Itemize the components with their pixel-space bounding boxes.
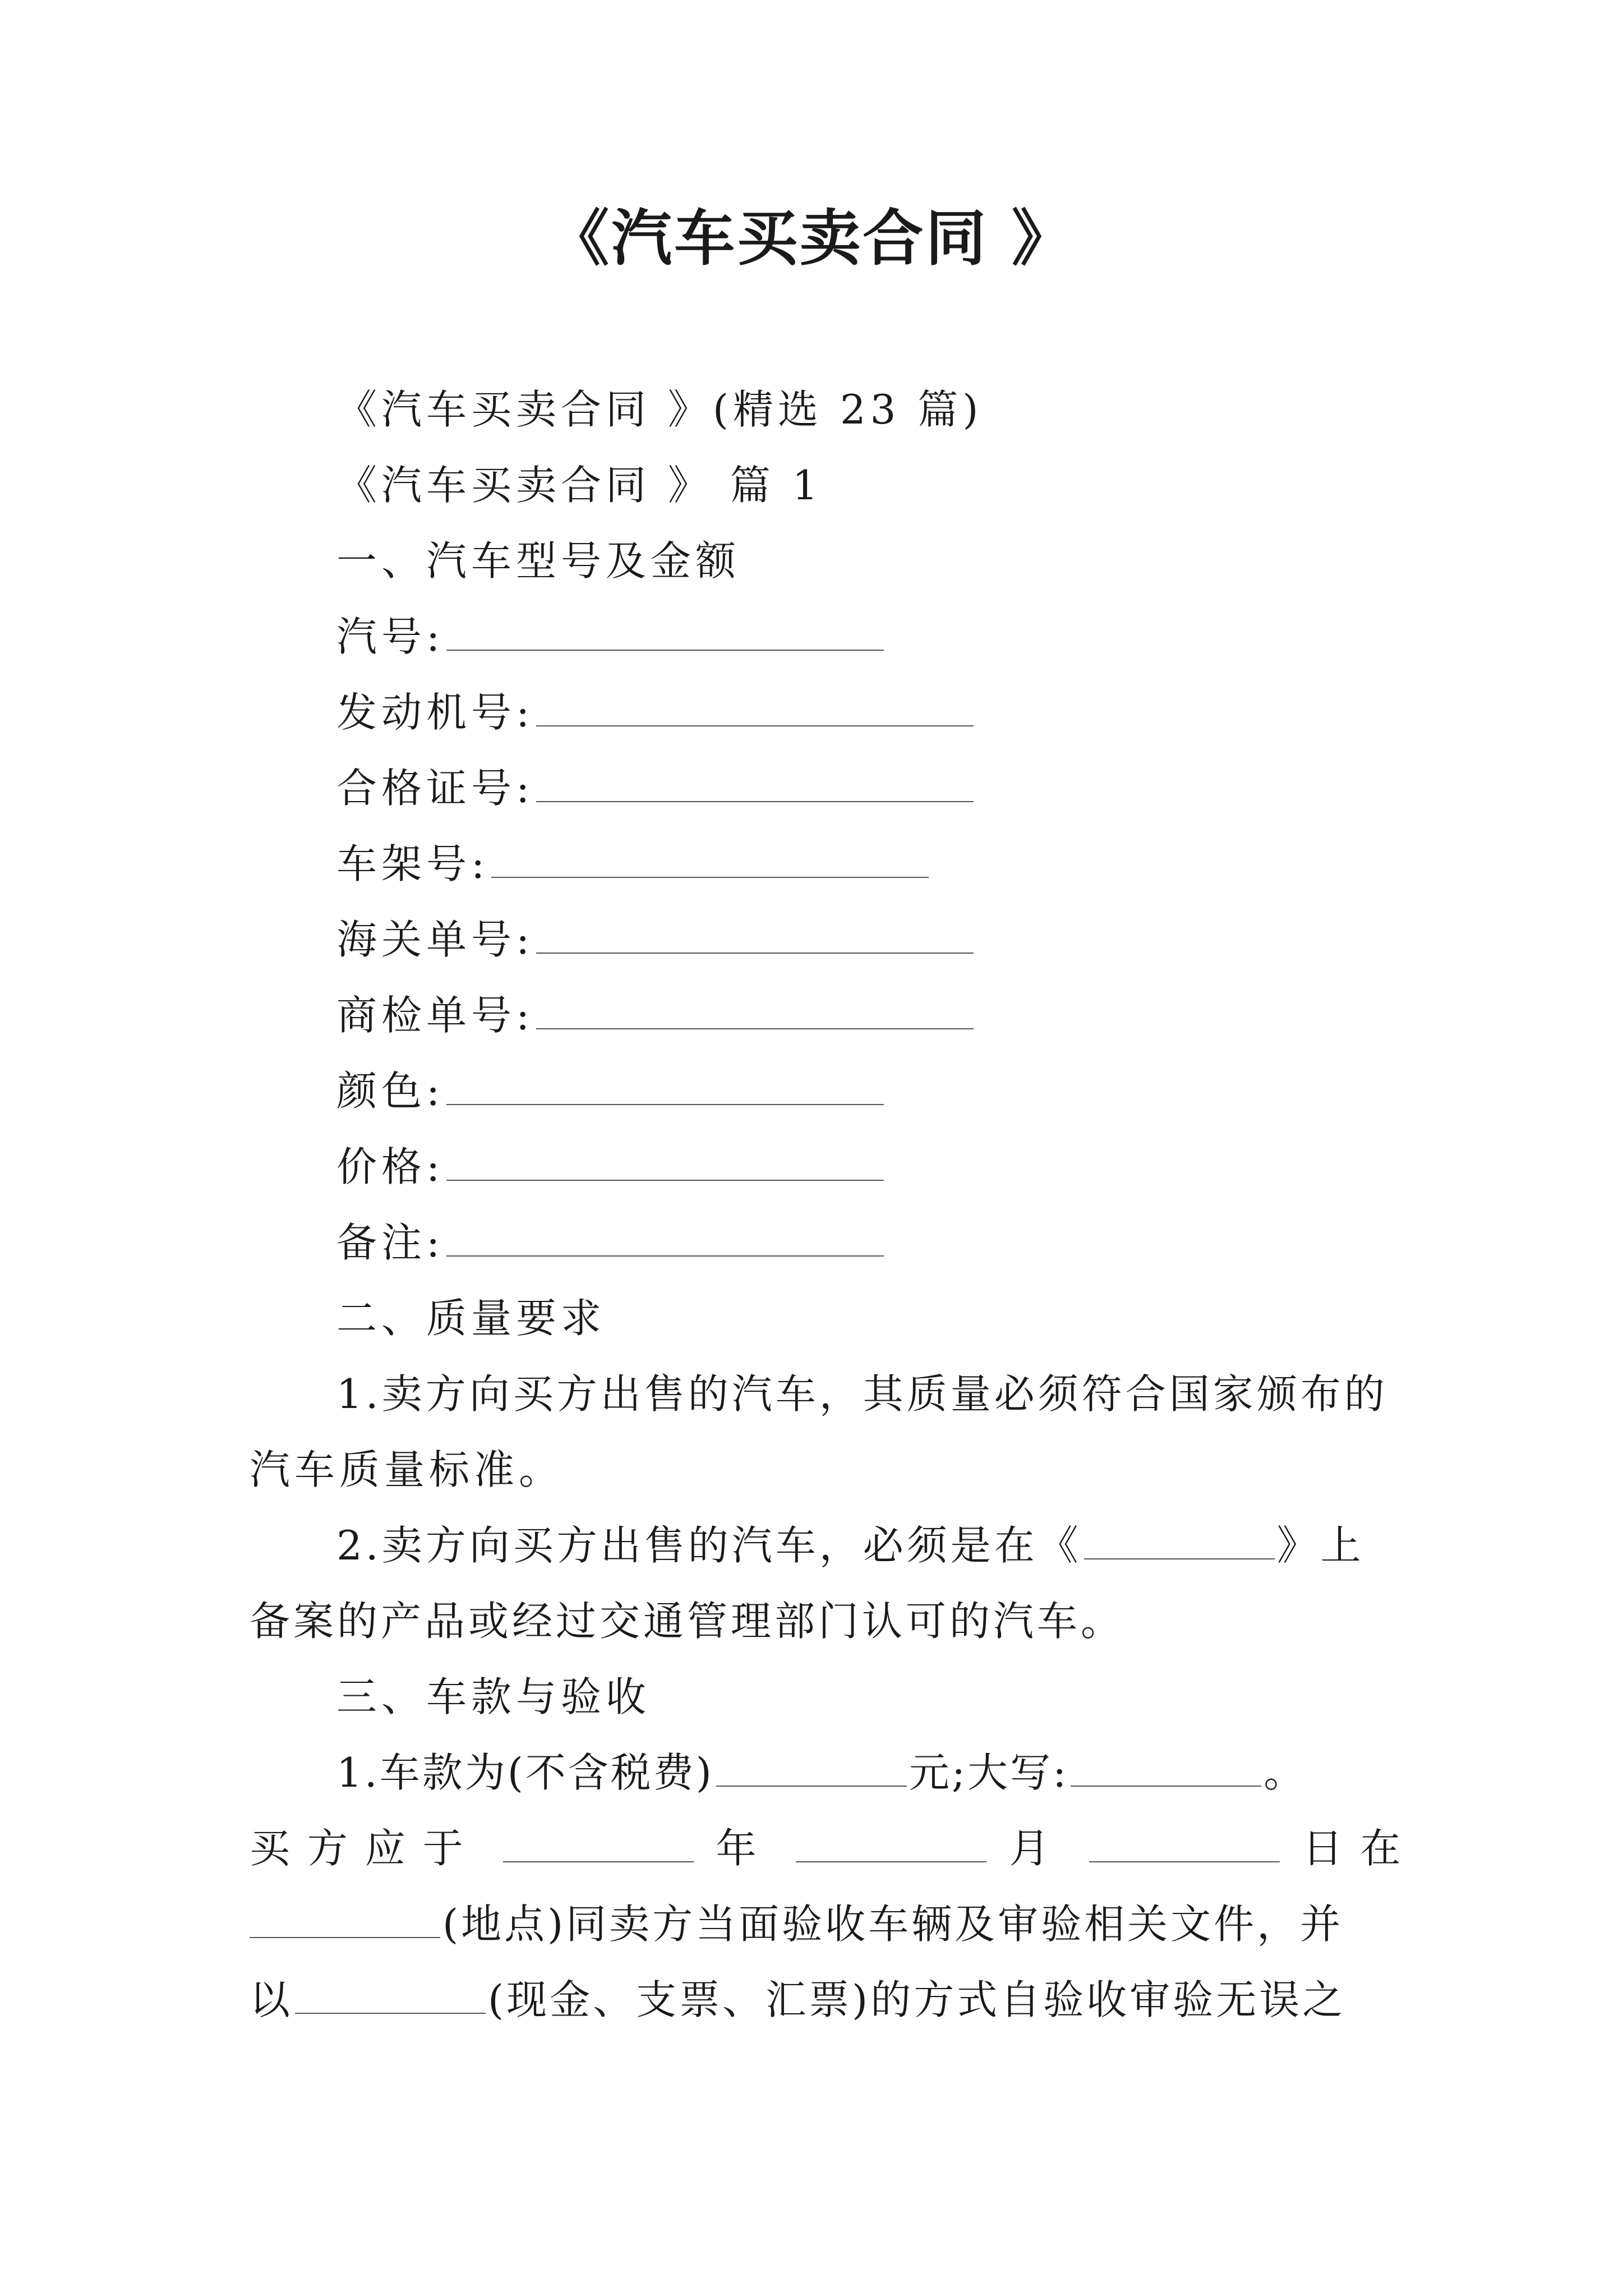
fill-blank[interactable] <box>491 838 929 878</box>
clause-text: 1.车款为(不含税费) <box>336 1749 714 1796</box>
field-row-color <box>336 1063 886 1119</box>
fill-blank[interactable] <box>536 686 974 726</box>
clause-text: 日 在 <box>1302 1825 1403 1872</box>
section-heading-2: 二、质量要求 <box>336 1295 606 1342</box>
clause-text: 以 <box>250 1976 293 2023</box>
section-heading-3: 三、车款与验收 <box>336 1673 651 1720</box>
fill-blank[interactable] <box>716 1746 907 1787</box>
document-title: 《汽车买卖合同 》 <box>548 203 1075 274</box>
fill-blank[interactable] <box>503 1822 694 1862</box>
fill-blank[interactable] <box>446 1065 884 1105</box>
field-label: 价格: <box>336 1143 445 1190</box>
field-label: 海关单号: <box>336 916 534 963</box>
field-row-frame-number <box>336 836 931 892</box>
clause-text: 年 <box>716 1825 759 1872</box>
field-row-inspection-number <box>336 987 976 1043</box>
fill-blank[interactable] <box>446 610 884 651</box>
field-label: 颜色: <box>336 1068 445 1115</box>
field-label: 发动机号: <box>336 689 534 736</box>
quality-clause-1-line-1: 1.卖方向买方出售的汽车，其质量必须符合国家颁布的 <box>336 1370 1388 1418</box>
clause-text: 2.卖方向买方出售的汽车，必须是在《 <box>336 1522 1082 1569</box>
fill-blank[interactable] <box>295 1973 486 2014</box>
quality-clause-1-line-2: 汽车质量标准。 <box>250 1446 564 1493</box>
field-label: 备注: <box>336 1219 445 1266</box>
fill-blank[interactable] <box>446 1140 884 1181</box>
fill-blank[interactable] <box>1089 1822 1280 1862</box>
document-subtitle: 《汽车买卖合同 》(精选 23 篇) <box>336 386 983 433</box>
field-row-car-number <box>336 609 886 665</box>
clause-text: 》上 <box>1276 1522 1364 1569</box>
clause-text: 。 <box>1264 1749 1307 1796</box>
field-label: 车架号: <box>336 840 490 887</box>
fill-blank[interactable] <box>536 913 974 954</box>
field-label: 合格证号: <box>336 765 534 812</box>
section-heading-1: 一、汽车型号及金额 <box>336 537 741 585</box>
chapter-heading: 《汽车买卖合同 》 篇 1 <box>336 462 823 509</box>
field-row-engine-number <box>336 684 976 740</box>
field-label: 汽号: <box>336 613 445 660</box>
fill-blank[interactable] <box>1071 1746 1261 1787</box>
quality-clause-2-line-1 <box>336 1517 1364 1573</box>
fill-blank[interactable] <box>796 1822 986 1862</box>
field-row-remarks <box>336 1214 886 1271</box>
payment-clause-line-2 <box>250 1820 1403 1876</box>
payment-clause-line-1 <box>336 1745 1306 1801</box>
field-label: 商检单号: <box>336 992 534 1039</box>
payment-clause-line-4 <box>250 1972 1345 2028</box>
clause-text: 元;大写: <box>909 1749 1069 1796</box>
field-row-price <box>336 1139 886 1195</box>
fill-blank[interactable] <box>1084 1519 1275 1559</box>
fill-blank[interactable] <box>536 762 974 802</box>
payment-clause-line-3 <box>250 1896 1343 1952</box>
clause-text: (地点)同卖方当面验收车辆及审验相关文件，并 <box>442 1901 1344 1948</box>
fill-blank[interactable] <box>446 1216 884 1257</box>
clause-text: 月 <box>1009 1825 1052 1872</box>
field-row-customs-number <box>336 912 976 968</box>
quality-clause-2-line-2: 备案的产品或经过交通管理部门认可的汽车。 <box>250 1598 1125 1645</box>
field-row-certificate-number <box>336 760 976 816</box>
fill-blank[interactable] <box>250 1898 440 1938</box>
fill-blank[interactable] <box>536 989 974 1029</box>
clause-text: (现金、支票、汇票)的方式自验收审验无误之 <box>488 1976 1346 2023</box>
clause-text: 买 方 应 于 <box>250 1825 465 1872</box>
